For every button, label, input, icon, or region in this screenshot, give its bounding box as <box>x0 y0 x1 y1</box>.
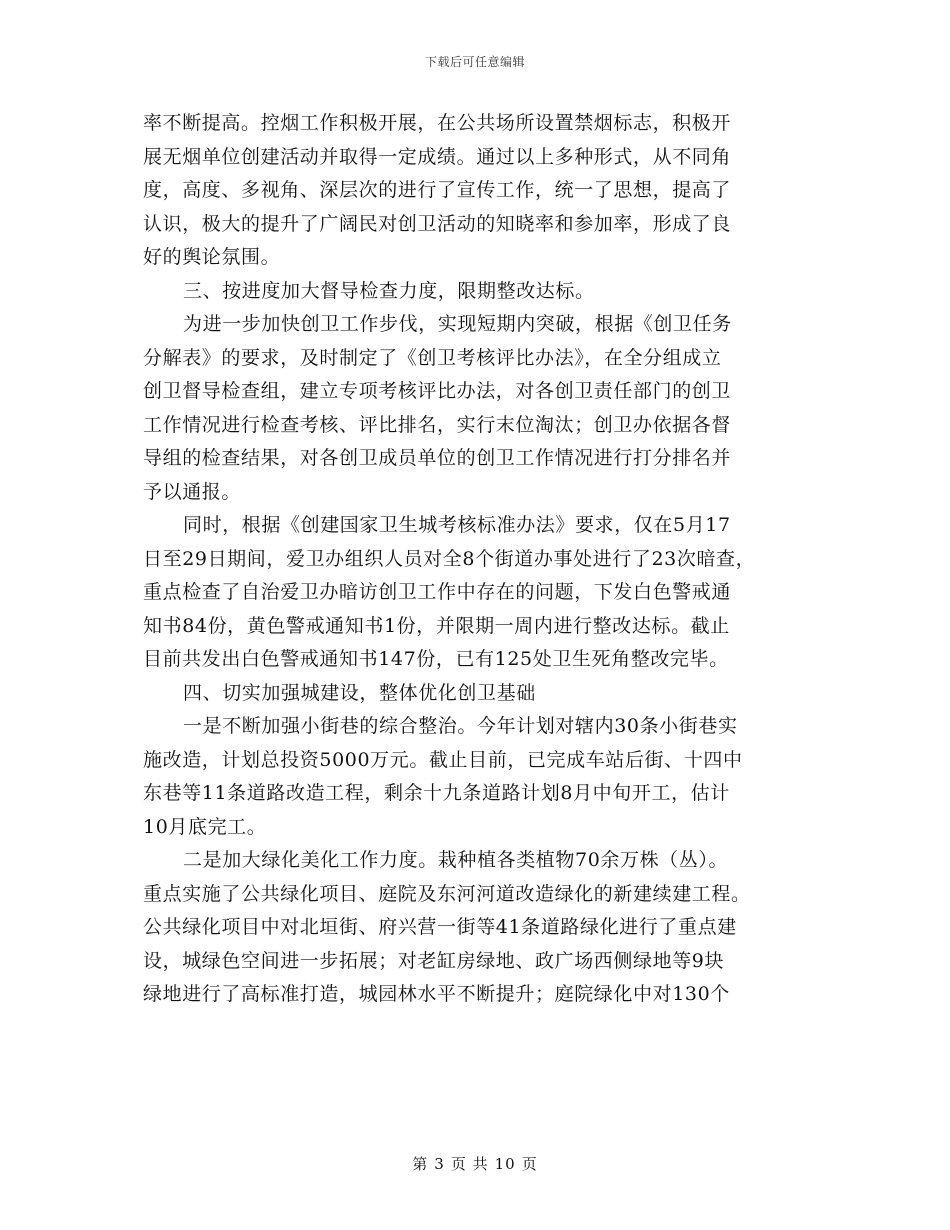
text-line: 东巷等11条道路改造工程，剩余十九条道路计划8月中旬开工，估计 <box>143 782 730 804</box>
text-line: 绿地进行了高标准打造，城园林水平不断提升；庭院绿化中对130个 <box>143 983 730 1005</box>
body-text <box>143 107 813 1012</box>
page-footer <box>0 1153 950 1174</box>
footer-total-pages: 10 <box>494 1155 516 1173</box>
footer-suffix: 页 <box>521 1155 538 1173</box>
footer-prefix: 第 <box>412 1155 429 1173</box>
text-line: 率不断提高。控烟工作积极开展，在公共场所设置禁烟标志，积极开 <box>143 112 732 134</box>
text-line: 度，高度、多视角、深层次的进行了宣传工作，统一了思想，提高了 <box>143 179 732 201</box>
text-line: 设，城绿色空间进一步拓展；对老缸房绿地、政广场西侧绿地等9块 <box>143 949 725 972</box>
text-line: 予以通报。 <box>143 480 242 503</box>
text-line: 施改造，计划总投资5000万元。截止目前，已完成车站后街、十四中 <box>143 748 743 771</box>
text-line: 工作情况进行检查考核、评比排名，实行末位淘汰；创卫办依据各督 <box>143 413 732 436</box>
text-line: 同时，根据《创建国家卫生城考核标准办法》要求，仅在5月17 <box>183 514 731 536</box>
text-line: 展无烟单位创建活动并取得一定成绩。通过以上多种形式，从不同角 <box>143 145 732 168</box>
text-line: 导组的检查结果，对各创卫成员单位的创卫工作情况进行打分排名并 <box>143 447 732 469</box>
footer-middle: 页 共 <box>450 1155 489 1173</box>
text-line: 好的舆论氛围。 <box>143 246 281 268</box>
text-line: 重点检查了自治爱卫办暗访创卫工作中存在的问题，下发白色警戒通 <box>143 581 732 603</box>
footer-current-page: 3 <box>434 1155 445 1173</box>
text-line: 公共绿化项目中对北垣街、府兴营一街等41条道路绿化进行了重点建 <box>143 916 737 938</box>
text-line: 目前共发出白色警戒通知书147份，已有125处卫生死角整改完毕。 <box>143 648 729 670</box>
text-line: 一是不断加强小街巷的综合整治。今年计划对辖内30条小街巷实 <box>183 715 738 737</box>
text-line: 认识，极大的提升了广阔民对创卫活动的知晓率和参加率，形成了良 <box>143 212 732 235</box>
text-line: 重点实施了公共绿化项目、庭院及东河河道改造绿化的新建续建工程。 <box>143 882 751 905</box>
text-line: 知书84份，黄色警戒通知书1份，并限期一周内进行整改达标。截止 <box>143 614 730 637</box>
text-line: 四、切实加强城建设，整体优化创卫基础 <box>183 681 536 704</box>
text-line: 二是加大绿化美化工作力度。栽种植各类植物70余万株（丛）。 <box>183 849 729 871</box>
text-line: 三、按进度加大督导检查力度，限期整改达标。 <box>183 279 595 302</box>
text-line: 10月底完工。 <box>143 815 267 838</box>
header-note: 下载后可任意编辑 <box>424 55 525 69</box>
text-line: 为进一步加快创卫工作步伐，实现短期内突破，根据《创卫任务 <box>183 313 732 335</box>
text-line: 创卫督导检查组，建立专项考核评比办法，对各创卫责任部门的创卫 <box>143 380 732 402</box>
text-line: 日至29日期间，爱卫办组织人员对全8个街道办事处进行了23次暗查， <box>143 547 756 570</box>
text-line: 分解表》的要求，及时制定了《创卫考核评比办法》，在全分组成立 <box>143 346 722 369</box>
